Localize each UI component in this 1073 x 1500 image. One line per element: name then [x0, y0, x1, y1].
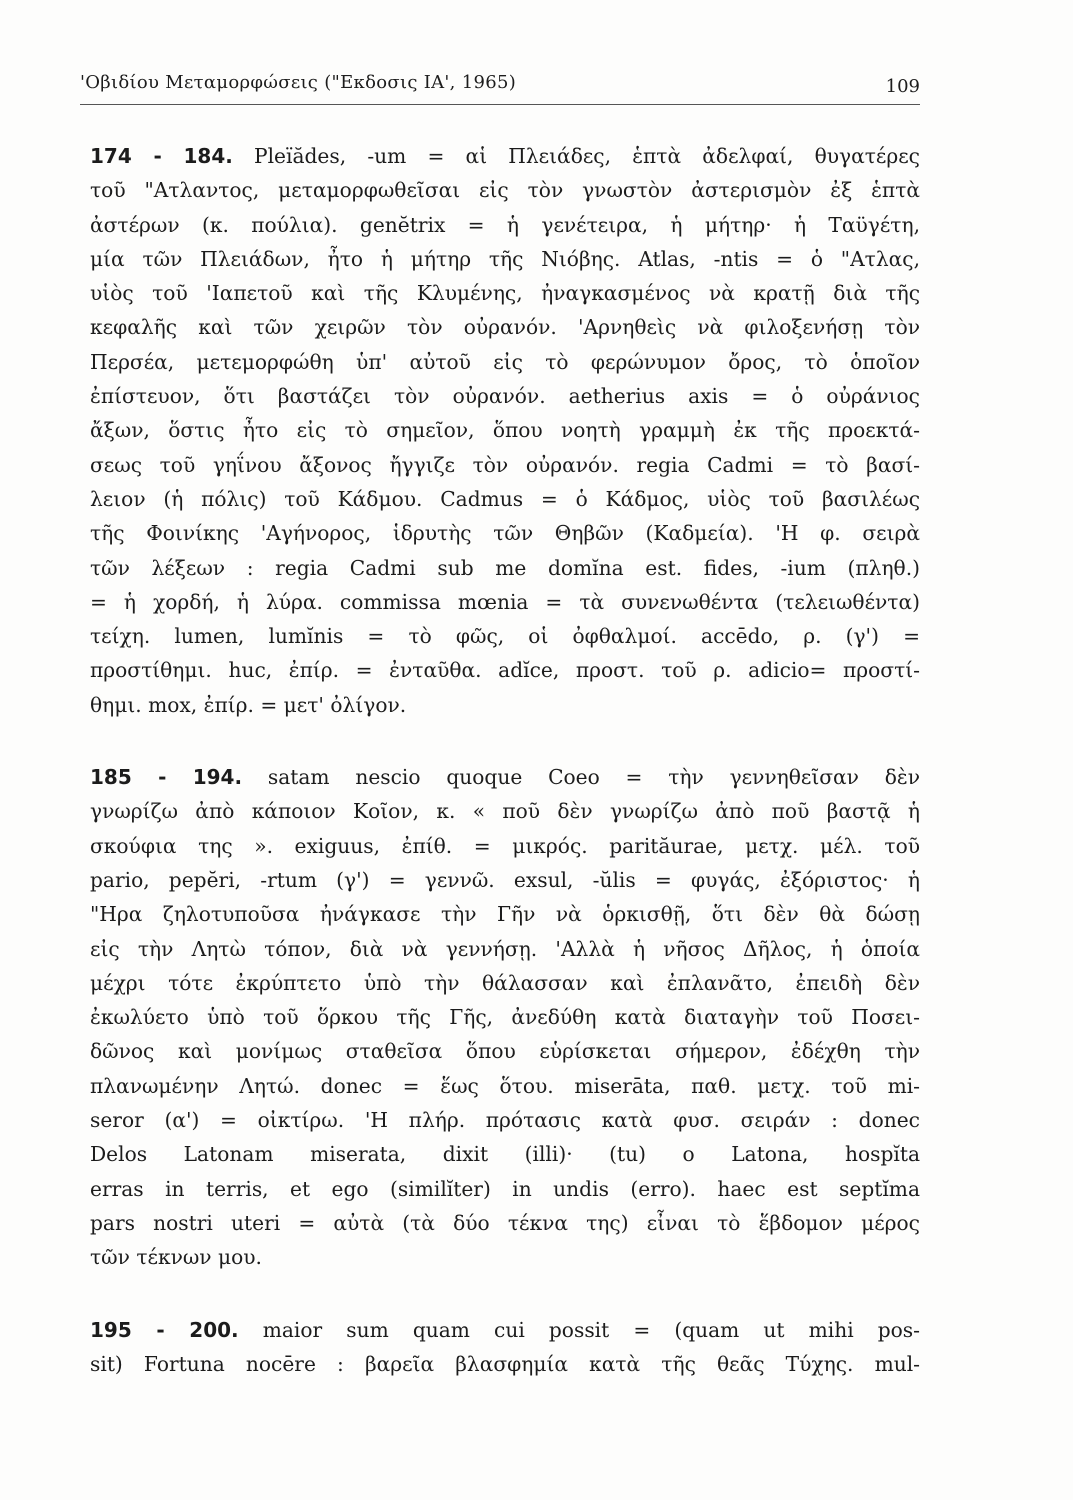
commentary-entry-174-184 [90, 139, 920, 722]
text-line: = ἡ χορδή, ἡ λύρα. commissa mœnia = τὰ συνενωθέντα (τελειωθέντα) [90, 589, 920, 614]
running-header [80, 64, 920, 105]
text-line: sit) Fortuna nocēre : βαρεῖα βλασφημία κατὰ τῆς θεᾶς Τύχης. mul- [90, 1351, 920, 1376]
header-title: 'Οβιδίου Μεταμορφώσεις ("Εκδοσις ΙΑ', 1965) [80, 72, 517, 93]
text-line: 174 - 184. Pleïădes, -um = αἱ Πλειάδες, ἑπτὰ ἀδελφαί, θυγατέρες [90, 144, 920, 168]
text-line: ἐπίστευον, ὅτι βαστάζει τὸν οὐρανόν. aetherius axis = ὁ οὐράνιος [90, 384, 920, 409]
text-line: ἄξων, ὅστις ἦτο εἰς τὸ σημεῖον, ὅπου νοητὴ γραμμὴ ἐκ τῆς προεκτά- [90, 418, 920, 443]
text-line: κεφαλῆς καὶ τῶν χειρῶν τὸν οὐρανόν. 'Αρνηθεὶς νὰ φιλοξενήσῃ τὸν [90, 315, 920, 340]
text-line: τοῦ "Ατλαντος, μεταμορφωθεῖσαι εἰς τὸν γνωστὸν ἀστερισμὸν ἐξ ἑπτὰ [90, 178, 920, 203]
text-line: πλανωμένην Λητώ. donec = ἕως ὅτου. miserāta, παθ. μετχ. τοῦ mi- [90, 1073, 920, 1098]
text-line: εἰς τὴν Λητὼ τόπον, διὰ νὰ γεννήσῃ. 'Αλλὰ ἡ νῆσος Δῆλος, ἡ ὁποία [90, 936, 920, 961]
text-line: Περσέα, μετεμορφώθη ὑπ' αὐτοῦ εἰς τὸ φερώνυμον ὄρος, τὸ ὁποῖον [90, 349, 920, 374]
commentary-entry-185-194 [90, 760, 920, 1274]
text-line: προστίθημι. huc, ἐπίρ. = ἐνταῦθα. adĭce, προστ. τοῦ ρ. adicio= προστί- [90, 658, 920, 683]
text-line: δῶνος καὶ μονίμως σταθεῖσα ὅπου εὑρίσκεται σήμερον, ἐδέχθη τὴν [90, 1039, 920, 1064]
text-line: μέχρι τότε ἐκρύπτετο ὑπὸ τὴν θάλασσαν καὶ ἐπλανᾶτο, ἐπειδὴ δὲν [90, 970, 920, 995]
page-number: 109 [885, 76, 920, 97]
text-line: τῶν λέξεων : regia Cadmi sub me domĭna est. fides, -ium (πληθ.) [90, 555, 920, 580]
text-line: σκούφια της ». exiguus, ἐπίθ. = μικρός. parităurae, μετχ. μέλ. τοῦ [90, 833, 920, 858]
text-line: pario, pepĕri, -rtum (γ') = γεννῶ. exsul, -ŭlis = φυγάς, ἐξόριστος· ἡ [90, 867, 920, 892]
text-line: "Ηρα ζηλοτυποῦσα ἠνάγκασε τὴν Γῆν νὰ ὁρκισθῇ, ὅτι δὲν θὰ δώσῃ [90, 902, 920, 927]
text-line: μία τῶν Πλειάδων, ἦτο ἡ μήτηρ τῆς Νιόβης. Atlas, -ntis = ὁ "Ατλας, [90, 246, 920, 271]
commentary-entry-195-200 [90, 1313, 920, 1382]
text-line: λειον (ἡ πόλις) τοῦ Κάδμου. Cadmus = ὁ Κάδμος, υἱὸς τοῦ βασιλέως [90, 486, 920, 511]
text-line: erras in terris, et ego (similĭter) in undis (erro). haec est septĭma [90, 1176, 920, 1201]
text-line: υἱὸς τοῦ 'Ιαπετοῦ καὶ τῆς Κλυμένης, ἠναγκασμένος νὰ κρατῇ διὰ τῆς [90, 281, 920, 306]
verse-range-number: 195 - 200. [90, 1317, 239, 1342]
text-line: seror (α') = οἰκτίρω. 'Η πλήρ. πρότασις κατὰ φυσ. σειράν : donec [90, 1108, 920, 1133]
text-line: 185 - 194. satam nescio quoque Coeo = τὴν γεννηθεῖσαν δὲν [90, 765, 920, 790]
text-line: τείχη. lumen, lumĭnis = τὸ φῶς, οἱ ὀφθαλμοί. accēdo, ρ. (γ') = [90, 624, 920, 649]
text-line: τῆς Φοινίκης 'Αγήνορος, ἱδρυτὴς τῶν Θηβῶν (Καδμεία). 'Η φ. σειρὰ [90, 521, 920, 546]
commentary-body [90, 139, 920, 1381]
text-line: ἀστέρων (κ. πούλια). genĕtrix = ἡ γενέτειρα, ἡ μήτηρ· ἡ Ταϋγέτη, [90, 212, 920, 237]
text-line: 195 - 200. maior sum quam cui possit = (quam ut mihi pos- [90, 1317, 920, 1342]
text-line: τῶν τέκνων μου. [90, 1245, 262, 1270]
text-line: γνωρίζω ἀπὸ κάποιον Κοῖον, κ. « ποῦ δὲν γνωρίζω ἀπὸ ποῦ βαστᾷ ἡ [90, 799, 920, 824]
text-line: pars nostri uteri = αὐτὰ (τὰ δύο τέκνα της) εἶναι τὸ ἕβδομον μέρος [90, 1210, 920, 1235]
text-line: θημι. mox, ἐπίρ. = μετ' ὀλίγον. [90, 692, 407, 717]
paragraph-gap [90, 722, 920, 760]
paragraph-gap [90, 1275, 920, 1313]
verse-range-number: 174 - 184. [90, 144, 233, 168]
text-line: Delos Latonam miserata, dixit (illi)· (tu) o Latona, hospĭta [90, 1142, 920, 1167]
verse-range-number: 185 - 194. [90, 765, 243, 790]
text-line: ἐκωλύετο ὑπὸ τοῦ ὅρκου τῆς Γῆς, ἀνεδύθη κατὰ διαταγὴν τοῦ Ποσει- [90, 1005, 920, 1030]
text-line: σεως τοῦ γηΐνου ἄξονος ἤγγιζε τὸν οὐρανόν. regia Cadmi = τὸ βασί- [90, 452, 920, 477]
